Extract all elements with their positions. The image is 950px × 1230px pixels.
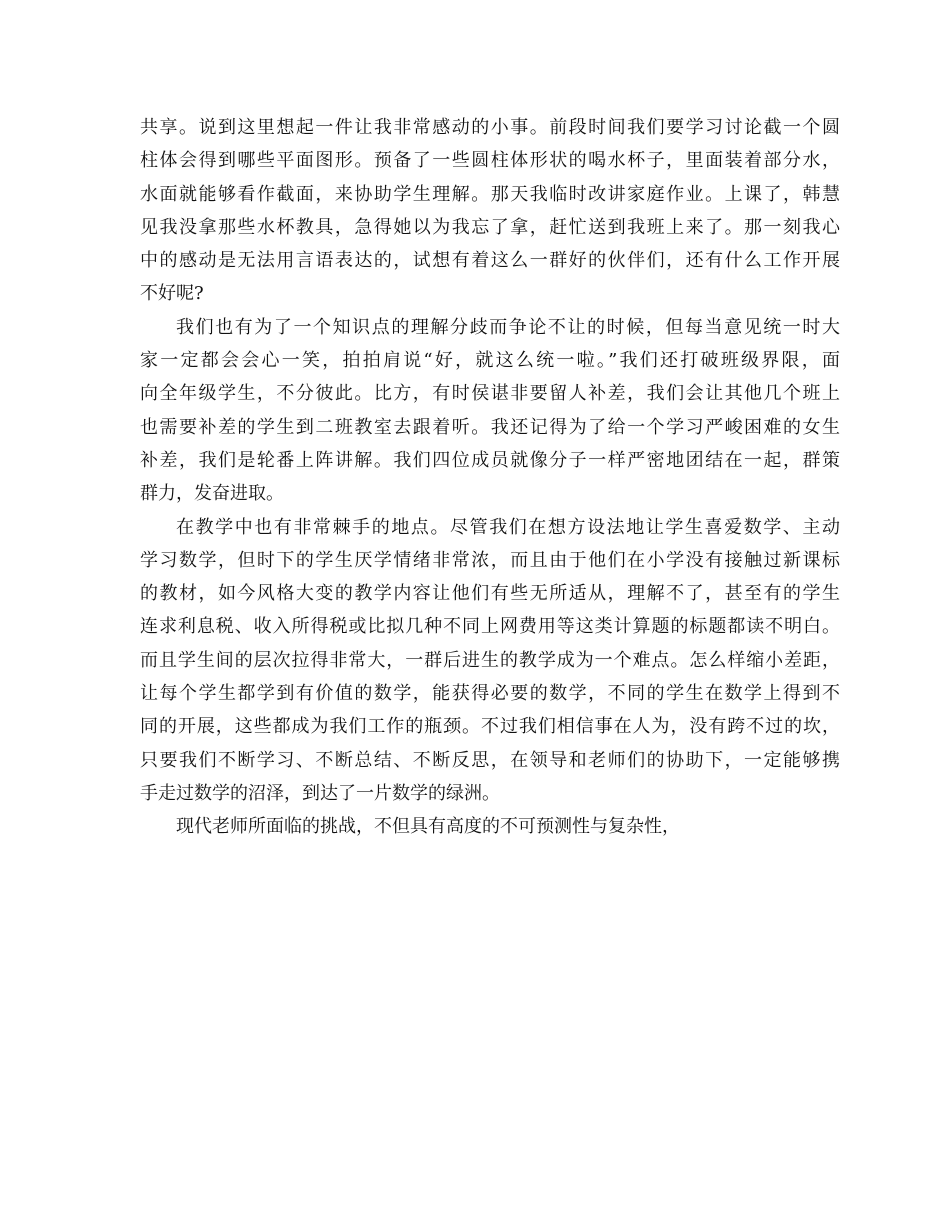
text-line: 现代老师所面临的挑战，不但具有高度的不可预测性与复杂性， (176, 816, 680, 838)
text-line: 家一定都会会心一笑，拍拍肩说“好，就这么统一啦。”我们还打破班级界限，面 (140, 350, 840, 372)
text-line: 补差，我们是轮番上阵讲解。我们四位成员就像分子一样严密地团结在一起，群策 (140, 449, 840, 471)
text-line: 学习数学，但时下的学生厌学情绪非常浓，而且由于他们在小学没有接触过新课标 (140, 549, 840, 571)
paragraph-4 (140, 810, 840, 843)
text-line: 群力，发奋进取。 (140, 483, 284, 505)
text-line: 不好呢? (140, 283, 204, 305)
paragraph-1 (140, 111, 840, 311)
paragraph-3 (140, 511, 840, 811)
text-line: 共享。说到这里想起一件让我非常感动的小事。前段时间我们要学习讨论截一个圆 (140, 117, 840, 138)
text-line: 中的感动是无法用言语表达的，试想有着这么一群好的伙伴们，还有什么工作开展 (140, 250, 840, 272)
document-body (140, 111, 840, 844)
text-line: 在教学中也有非常棘手的地点。尽管我们在想方设法地让学生喜爱数学、主动 (176, 516, 840, 538)
paragraph-2 (140, 311, 840, 511)
text-line: 见我没拿那些水杯教具，急得她以为我忘了拿，赶忙送到我班上来了。那一刻我心 (140, 216, 840, 238)
text-line: 水面就能够看作截面，来协助学生理解。那天我临时改讲家庭作业。上课了，韩慧 (140, 183, 840, 205)
text-line: 让每个学生都学到有价值的数学，能获得必要的数学，不同的学生在数学上得到不 (140, 683, 840, 705)
text-line: 连求利息税、收入所得税或比拟几种不同上网费用等这类计算题的标题都读不明白。 (140, 616, 840, 638)
text-line: 也需要补差的学生到二班教室去跟着听。我还记得为了给一个学习严峻困难的女生 (140, 416, 840, 438)
text-line: 同的开展，这些都成为我们工作的瓶颈。不过我们相信事在人为，没有跨不过的坎， (140, 716, 840, 738)
text-line: 只要我们不断学习、不断总结、不断反思，在领导和老师们的协助下，一定能够携 (140, 749, 840, 771)
text-line: 的教材，如今风格大变的教学内容让他们有些无所适从，理解不了，甚至有的学生 (140, 583, 840, 605)
text-line: 向全年级学生，不分彼此。比方，有时侯谌非要留人补差，我们会让其他几个班上 (140, 383, 840, 405)
text-line: 我们也有为了一个知识点的理解分歧而争论不让的时候，但每当意见统一时大 (176, 316, 840, 338)
text-line: 而且学生间的层次拉得非常大，一群后进生的教学成为一个难点。怎么样缩小差距， (140, 649, 840, 671)
text-line: 柱体会得到哪些平面图形。预备了一些圆柱体形状的喝水杯子，里面装着部分水， (140, 150, 840, 172)
text-line: 手走过数学的沼泽，到达了一片数学的绿洲。 (140, 782, 500, 804)
